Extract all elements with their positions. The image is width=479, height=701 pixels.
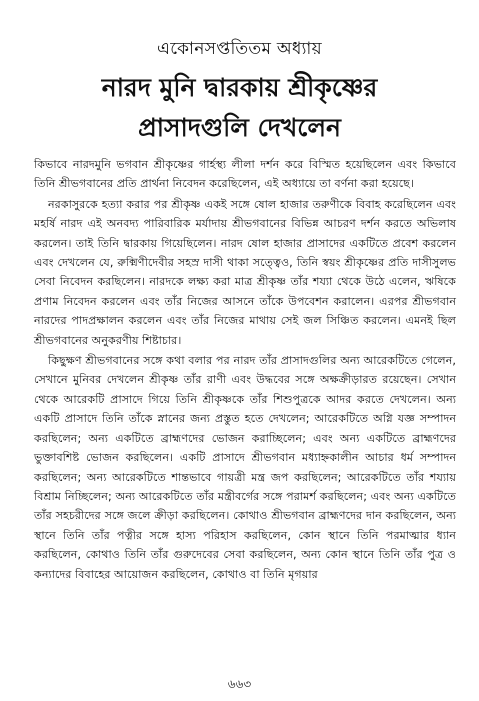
body-paragraph: কিছুক্ষণ শ্রীভগবানের সঙ্গে কথা বলার পর নারদ তাঁর প্রাসাদগুলির অন্য আরেকটিতে গেলেন, সেখানে মুনিবর দেখলেন শ্রীকৃষ্ণ তাঁর রাণী এবং উদ্ধবের সঙ্গে অক্ষক্রীড়ারত রয়েছেন। সেখান থেকে আরেকটি প্রাসাদে গিয়ে তিনি শ্রীকৃষ্ণকে তাঁর শিশুপুত্রকে আদর করতে দেখলেন। অন্য একটি প্রাসাদে তিনি তাঁকে স্নানের জন্য প্রস্তুত হতে দেখলেন; আরেকটিতে অগ্নি যজ্ঞ সম্পাদন করছিলেন; অন্য একটিতে ব্রাহ্মণদের ভোজন করাচ্ছিলেন; এবং অন্য একটিতে ব্রাহ্মণদের ভুক্তাবশিষ্ট ভোজন করছিলেন। একটি প্রাসাদে শ্রীভগবান মধ্যাহ্নকালীন আচার ধর্ম সম্পাদন করছিলেন; অন্য আরেকটিতে শান্তভাবে গায়ত্রী মন্ত্র জপ করছিলেন; আরেকটিতে তাঁর শয্যায় বিশ্রাম নিচ্ছিলেন; অন্য আরেকটিতে তাঁর মন্ত্রীবর্গের সঙ্গে পরামর্শ করছিলেন; এবং অন্য একটিতে তাঁর সহচরীদের সঙ্গে জলে ক্রীড়া করছিলেন। কোথাও শ্রীভগবান ব্রাহ্মণদের দান করছিলেন, অন্য স্থানে তিনি তাঁর পত্নীর সঙ্গে হাস্য পরিহাস করছিলেন, কোন স্থানে তিনি পরমাত্মার ধ্যান করছিলেন, কোথাও তিনি তাঁর গুরুদেবের সেবা করছিলেন, অন্য কোন স্থানে তিনি তাঁর পুত্র ও কন্যাদের বিবাহের আয়োজন করছিলেন, কোথাও বা তিনি মৃগয়ার (34, 354, 456, 581)
chapter-title-line-1: নারদ মুনি দ্বারকায় শ্রীকৃষ্ণের (101, 73, 378, 102)
summary-paragraph: কিভাবে নারদমুনি ভগবান শ্রীকৃষ্ণের গার্হস্থ্য লীলা দর্শন করে বিস্মিত হয়েছিলেন এবং কিভাবে তিনি শ্রীভগবানের প্রতি প্রার্থনা নিবেদন করেছিলেন, এই অধ্যায়ে তা বর্ণনা করা হয়েছে। (34, 158, 456, 191)
page-number: ৬৬৩ (227, 677, 252, 691)
chapter-number-label: একোনসপ্ততিতম অধ্যায় (157, 39, 322, 59)
chapter-title-line-2: প্রাসাদগুলি দেখলেন (138, 113, 341, 142)
body-paragraph: নরকাসুরকে হত্যা করার পর শ্রীকৃষ্ণ একই সঙ্গে ষোল হাজার তরুণীকে বিবাহ করেছিলেন এবং মহর্ষি নারদ এই অনবদ্য পারিবারিক মর্যাদায় শ্রীভগবানের বিভিন্ন আচরণ দর্শন করতে অভিলাষ করলেন। তাই তিনি দ্বারকায় গিয়েছিলেন। নারদ ষোল হাজার প্রাসাদের একটিতে প্রবেশ করলেন এবং দেখলেন যে, রুক্মিণীদেবীর সহস্র দাসী থাকা সত্ত্বেও, তিনি স্বয়ং শ্রীকৃষ্ণের প্রতি দাসীসুলভ সেবা নিবেদন করছিলেন। নারদকে লক্ষ্য করা মাত্র শ্রীকৃষ্ণ তাঁর শয্যা থেকে উঠে এলেন, ঋষিকে প্রণাম নিবেদন করলেন এবং তাঁর নিজের আসনে তাঁকে উপবেশন করালেন। এরপর শ্রীভগবান নারদের পাদপ্রক্ষালন করলেন এবং তাঁর নিজের মাথায় সেই জল সিঞ্চিত করলেন। এমনই ছিল শ্রীভগবানের অনুকরণীয় শিষ্টাচার। (34, 197, 456, 347)
chapter-body (34, 155, 456, 585)
